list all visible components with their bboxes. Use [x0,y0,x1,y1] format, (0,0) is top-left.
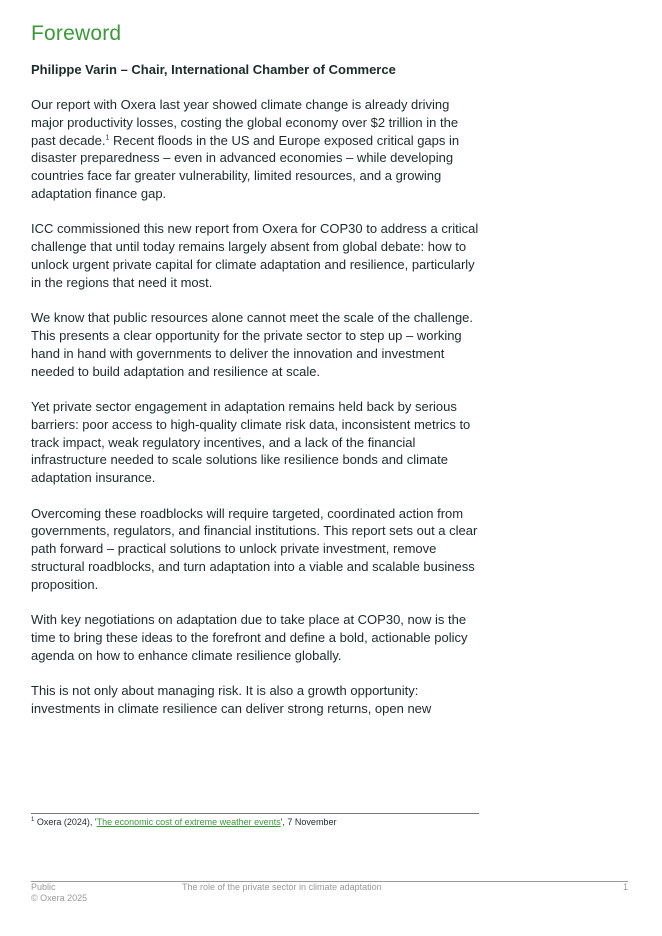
paragraph-3: We know that public resources alone cannot meet the scale of the challenge. This presents a clear opportunity for the private sector to step up – working hand in hand with governments to deliver the innovation and investment needed to build adaptation and resilience at scale. [31,310,474,379]
footer-copyright: © Oxera 2025 [31,893,88,903]
footnote-divider [31,813,479,814]
footnote-suffix: ', 7 November [280,817,337,827]
foreword-body [31,96,483,735]
author-byline: Philippe Varin – Chair, International Chamber of Commerce [31,62,396,77]
paragraph-2: ICC commissioned this new report from Oxera for COP30 to address a critical challenge that until today remains largely absent from global debate: how to unlock urgent private capital for climate adaptation and resilience, particularly in the regions that need it most. [31,221,479,290]
footer-classification: Public [31,882,56,892]
paragraph-7: This is not only about managing risk. It is also a growth opportunity: investments in climate resilience can deliver strong returns, open new [31,683,432,716]
footnote-link[interactable]: The economic cost of extreme weather events [96,817,281,827]
footnote-prefix: Oxera (2024), ' [36,817,97,827]
page-title: Foreword [31,22,122,45]
footnote-number: 1 [31,817,35,823]
footnote [31,816,336,828]
paragraph-4: Yet private sector engagement in adaptation remains held back by serious barriers: poor access to high-quality climate risk data, inconsistent metrics to track impact, weak regulatory incentives, and a lack of the financial infrastructure needed to scale solutions like resilience bonds and climate adaptation insurance. [31,398,471,486]
paragraph-5: Overcoming these roadblocks will require targeted, coordinated action from governments, regulators, and financial institutions. This report sets out a clear path forward – practical solutions to unlock private investment, remove structural roadblocks, and turn adaptation into a viable and scalable business proposition. [31,505,478,592]
footer-report-title: The role of the private sector in climate adaptation [182,882,382,892]
page-number: 1 [622,882,628,892]
paragraph-1-text: Our report with Oxera last year showed climate change is already driving major productivity losses, costing the global economy over $2 trillion in the past decade. [31,97,459,148]
paragraph-1 [31,96,483,203]
paragraph-1-continued: Recent floods in the US and Europe exposed critical gaps in disaster preparedness – even in advanced economies – while developing countries face far greater vulnerability, limited resources, and a growing adaptation finance gap. [31,132,460,201]
paragraph-6: With key negotiations on adaptation due to take place at COP30, now is the time to bring these ideas to the forefront and define a bold, actionable policy agenda on how to enhance climate resilience globally. [31,612,468,663]
footnote-reference[interactable]: 1 [105,134,110,142]
